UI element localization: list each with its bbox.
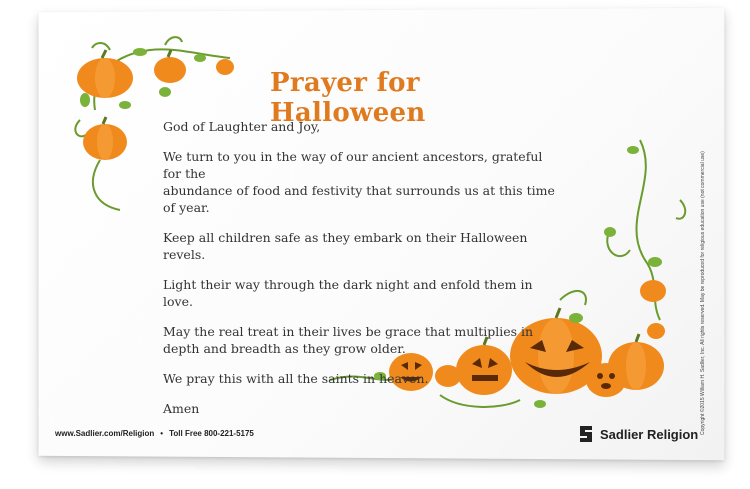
prayer-line: May the real treat in their lives be grace that multiplies in depth and breadth as they grow older. bbox=[163, 324, 534, 356]
page-title: Prayer for Halloween bbox=[270, 68, 426, 128]
prayer-line: We turn to you in the way of our ancient ancestors, grateful for the abundance of food and festivity that surrounds us at this time of year. bbox=[163, 149, 555, 215]
prayer-line: Amen bbox=[163, 401, 200, 416]
website-link[interactable]: www.Sadlier.com/Religion bbox=[55, 429, 155, 438]
sadlier-brand bbox=[577, 424, 698, 444]
prayer-body bbox=[163, 118, 563, 430]
sadlier-logo-icon bbox=[577, 424, 595, 444]
prayer-line: We pray this with all the saints in heaven. bbox=[163, 371, 429, 386]
prayer-line: Keep all children safe as they embark on their Halloween revels. bbox=[163, 230, 528, 262]
phone-number: Toll Free 800-221-5175 bbox=[169, 429, 254, 438]
footer-contact bbox=[55, 429, 254, 438]
brand-name: Sadlier Religion bbox=[600, 426, 699, 442]
prayer-line: God of Laughter and Joy, bbox=[163, 119, 321, 134]
copyright-note: Copyright ©2015 William H. Sadlier, Inc. All rights reserved. May be reproduced for religious education use (not commercial use) bbox=[700, 151, 706, 435]
separator: • bbox=[160, 429, 164, 438]
prayer-line: Light their way through the dark night and enfold them in love. bbox=[163, 277, 533, 309]
